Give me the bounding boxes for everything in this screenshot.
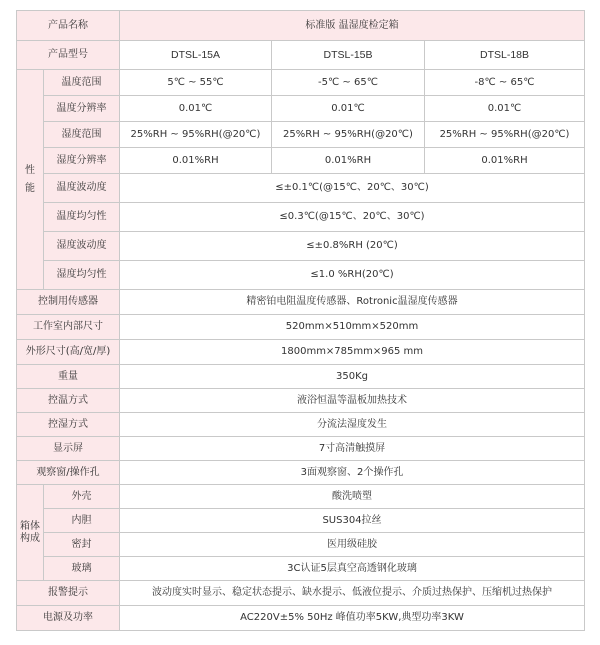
structure-value: SUS304拉丝 — [120, 509, 585, 533]
structure-row-shell — [17, 485, 585, 509]
spec-row — [17, 461, 585, 485]
model-label: 产品型号 — [17, 41, 120, 70]
perf-value: 25%RH ~ 95%RH(@20℃) — [120, 122, 272, 148]
spec-label: 重量 — [17, 365, 120, 389]
performance-group-text: 性 能 — [25, 164, 35, 194]
spec-value: 1800mm×785mm×965 mm — [120, 340, 585, 365]
structure-label: 内胆 — [44, 509, 120, 533]
perf-label: 湿度分辨率 — [44, 148, 120, 174]
perf-value: 25%RH ~ 95%RH(@20℃) — [272, 122, 425, 148]
spec-label: 工作室内部尺寸 — [17, 315, 120, 340]
spec-label: 观察窗/操作孔 — [17, 461, 120, 485]
header-row — [17, 11, 585, 41]
perf-label: 湿度范围 — [44, 122, 120, 148]
spec-row — [17, 413, 585, 437]
spec-row — [17, 315, 585, 340]
perf-row-temp-fluctuation — [17, 174, 585, 203]
spec-row — [17, 340, 585, 365]
perf-label: 湿度波动度 — [44, 232, 120, 261]
spec-value: 3面观察窗、2个操作孔 — [120, 461, 585, 485]
structure-value: 医用级硅胶 — [120, 533, 585, 557]
spec-value: 分流法湿度发生 — [120, 413, 585, 437]
spec-value: 520mm×510mm×520mm — [120, 315, 585, 340]
perf-value: ≤±0.8%RH (20℃) — [120, 232, 585, 261]
structure-group-label — [17, 485, 44, 581]
spec-label: 控温方式 — [17, 389, 120, 413]
perf-label: 温度波动度 — [44, 174, 120, 203]
perf-value: 0.01%RH — [120, 148, 272, 174]
perf-row-temp-uniformity — [17, 203, 585, 232]
perf-label: 温度分辨率 — [44, 96, 120, 122]
structure-label: 外壳 — [44, 485, 120, 509]
model-1: DTSL-15A — [120, 41, 272, 70]
perf-value: 0.01℃ — [272, 96, 425, 122]
perf-value: 0.01%RH — [272, 148, 425, 174]
spec-value: 350Kg — [120, 365, 585, 389]
perf-value: 5℃ ~ 55℃ — [120, 70, 272, 96]
perf-row-temp-range — [17, 70, 585, 96]
spec-label: 显示屏 — [17, 437, 120, 461]
structure-row-liner — [17, 509, 585, 533]
perf-value: ≤±0.1℃(@15℃、20℃、30℃) — [120, 174, 585, 203]
structure-value: 酸洗喷塑 — [120, 485, 585, 509]
model-3: DTSL-18B — [425, 41, 585, 70]
spec-row — [17, 365, 585, 389]
spec-value: 7寸高清触摸屏 — [120, 437, 585, 461]
spec-row — [17, 437, 585, 461]
structure-row-seal — [17, 533, 585, 557]
perf-label: 湿度均匀性 — [44, 261, 120, 290]
perf-value: -5℃ ~ 65℃ — [272, 70, 425, 96]
structure-row-glass — [17, 557, 585, 581]
spec-value: 精密铂电阻温度传感器、Rotronic温湿度传感器 — [120, 290, 585, 315]
perf-value: 25%RH ~ 95%RH(@20℃) — [425, 122, 585, 148]
alarm-value: 波动度实时显示、稳定状态提示、缺水提示、低液位提示、介质过热保护、压缩机过热保护 — [120, 581, 585, 606]
perf-row-humidity-resolution — [17, 148, 585, 174]
structure-group-text: 箱体 构成 — [20, 520, 40, 544]
model-row — [17, 41, 585, 70]
spec-label: 控制用传感器 — [17, 290, 120, 315]
alarm-row — [17, 581, 585, 606]
perf-value: 0.01%RH — [425, 148, 585, 174]
perf-value: ≤0.3℃(@15℃、20℃、30℃) — [120, 203, 585, 232]
spec-row — [17, 389, 585, 413]
structure-label: 玻璃 — [44, 557, 120, 581]
performance-group-label — [17, 70, 44, 290]
alarm-label: 报警提示 — [17, 581, 120, 606]
spec-value: 液浴恒温等温板加热技术 — [120, 389, 585, 413]
product-name-value: 标准版 温湿度检定箱 — [120, 11, 585, 41]
perf-label: 温度均匀性 — [44, 203, 120, 232]
perf-value: ≤1.0 %RH(20℃) — [120, 261, 585, 290]
perf-row-humidity-range — [17, 122, 585, 148]
perf-value: 0.01℃ — [120, 96, 272, 122]
perf-row-humidity-uniformity — [17, 261, 585, 290]
product-name-label: 产品名称 — [17, 11, 120, 41]
power-value: AC220V±5% 50Hz 峰值功率5KW,典型功率3KW — [120, 606, 585, 631]
perf-value: 0.01℃ — [425, 96, 585, 122]
spec-label: 控湿方式 — [17, 413, 120, 437]
perf-label: 温度范围 — [44, 70, 120, 96]
model-2: DTSL-15B — [272, 41, 425, 70]
spec-table — [16, 10, 585, 631]
perf-row-temp-resolution — [17, 96, 585, 122]
power-label: 电源及功率 — [17, 606, 120, 631]
structure-value: 3C认证5层真空高透钢化玻璃 — [120, 557, 585, 581]
spec-row — [17, 290, 585, 315]
spec-label: 外形尺寸(高/宽/厚) — [17, 340, 120, 365]
perf-value: -8℃ ~ 65℃ — [425, 70, 585, 96]
spec-table-container — [16, 10, 584, 631]
structure-label: 密封 — [44, 533, 120, 557]
power-row — [17, 606, 585, 631]
perf-row-humidity-fluctuation — [17, 232, 585, 261]
